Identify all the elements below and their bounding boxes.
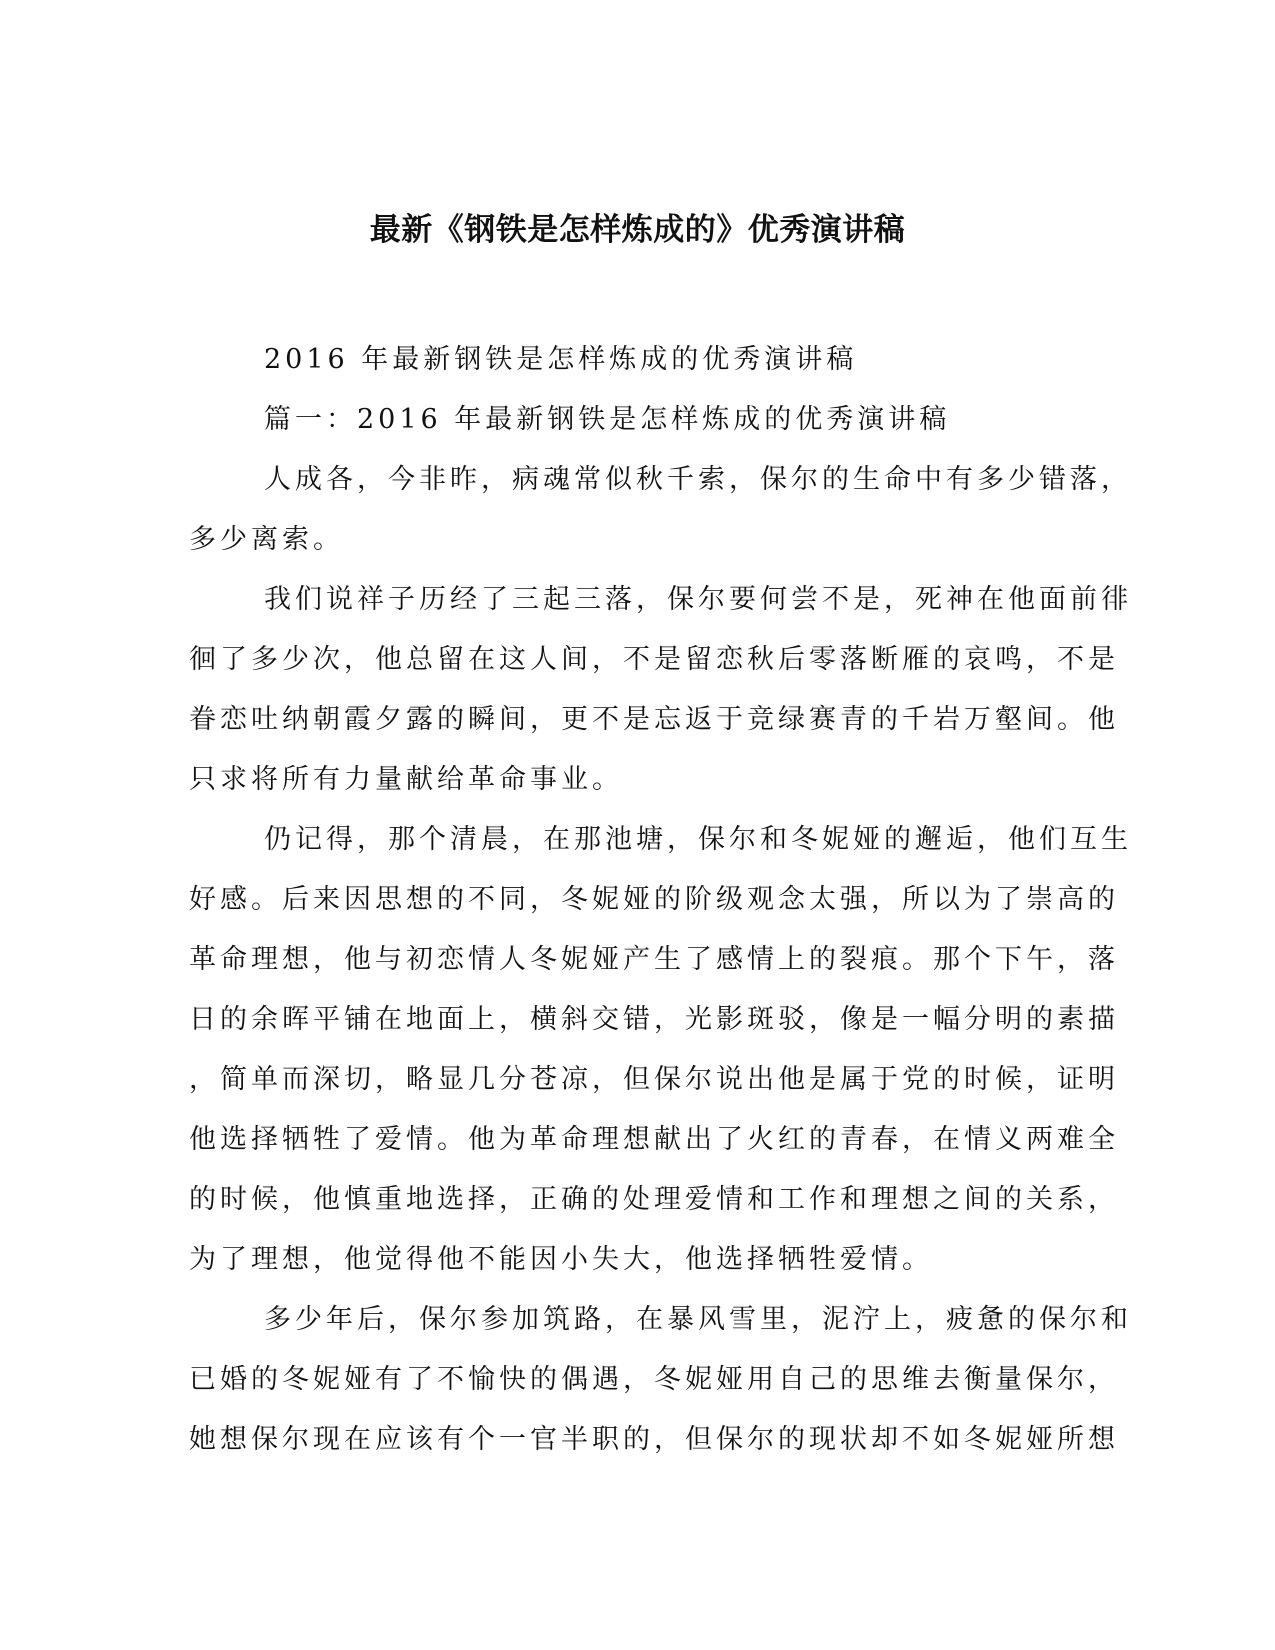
paragraph-line: 为了理想，他觉得他不能因小失大，他选择牺牲爱情。	[189, 1244, 933, 1275]
paragraph-line: 眷恋吐纳朝霞夕露的瞬间，更不是忘返于竞绿赛青的千岩万壑间。他	[189, 704, 1119, 735]
paragraph-line: ，简单而深切，略显几分苍凉，但保尔说出他是属于党的时候，证明	[189, 1064, 1119, 1095]
paragraph-line: 2016 年最新钢铁是怎样炼成的优秀演讲稿	[264, 344, 858, 375]
paragraph	[189, 570, 1132, 810]
paragraph-line: 她想保尔现在应该有个一官半职的，但保尔的现状却不如冬妮娅所想	[189, 1424, 1119, 1455]
paragraph-line: 已婚的冬妮娅有了不愉快的偶遇，冬妮娅用自己的思维去衡量保尔，	[189, 1364, 1119, 1395]
document-title: 最新《钢铁是怎样炼成的》优秀演讲稿	[369, 212, 906, 248]
paragraph-line: 多少离索。	[189, 524, 344, 555]
paragraph	[189, 330, 1069, 390]
paragraph-line: 我们说祥子历经了三起三落，保尔要何尝不是，死神在他面前徘	[264, 584, 1132, 615]
paragraph-line: 徊了多少次，他总留在这人间，不是留恋秋后零落断雁的哀鸣，不是	[189, 644, 1119, 675]
paragraph	[189, 810, 1132, 1290]
paragraph-line: 的时候，他慎重地选择，正确的处理爱情和工作和理想之间的关系，	[189, 1184, 1119, 1215]
paragraph	[189, 1290, 1132, 1470]
paragraph-line: 人成各，今非昨，病魂常似秋千索，保尔的生命中有多少错落，	[264, 464, 1132, 495]
paragraph-line: 多少年后，保尔参加筑路，在暴风雪里，泥泞上，疲惫的保尔和	[264, 1304, 1132, 1335]
paragraph-line: 好感。后来因思想的不同，冬妮娅的阶级观念太强，所以为了崇高的	[189, 884, 1119, 915]
paragraph-line: 革命理想，他与初恋情人冬妮娅产生了感情上的裂痕。那个下午，落	[189, 944, 1119, 975]
paragraph-line: 只求将所有力量献给革命事业。	[189, 764, 623, 795]
paragraph-line: 篇一：2016 年最新钢铁是怎样炼成的优秀演讲稿	[264, 404, 951, 435]
paragraph-line: 仍记得，那个清晨，在那池塘，保尔和冬妮娅的邂逅，他们互生	[264, 824, 1132, 855]
paragraph	[189, 450, 1132, 570]
document-body	[189, 330, 1132, 1470]
paragraph-line: 他选择牺牲了爱情。他为革命理想献出了火红的青春，在情义两难全	[189, 1124, 1119, 1155]
paragraph-line: 日的余晖平铺在地面上，横斜交错，光影斑驳，像是一幅分明的素描	[189, 1004, 1119, 1035]
paragraph	[189, 390, 1069, 450]
